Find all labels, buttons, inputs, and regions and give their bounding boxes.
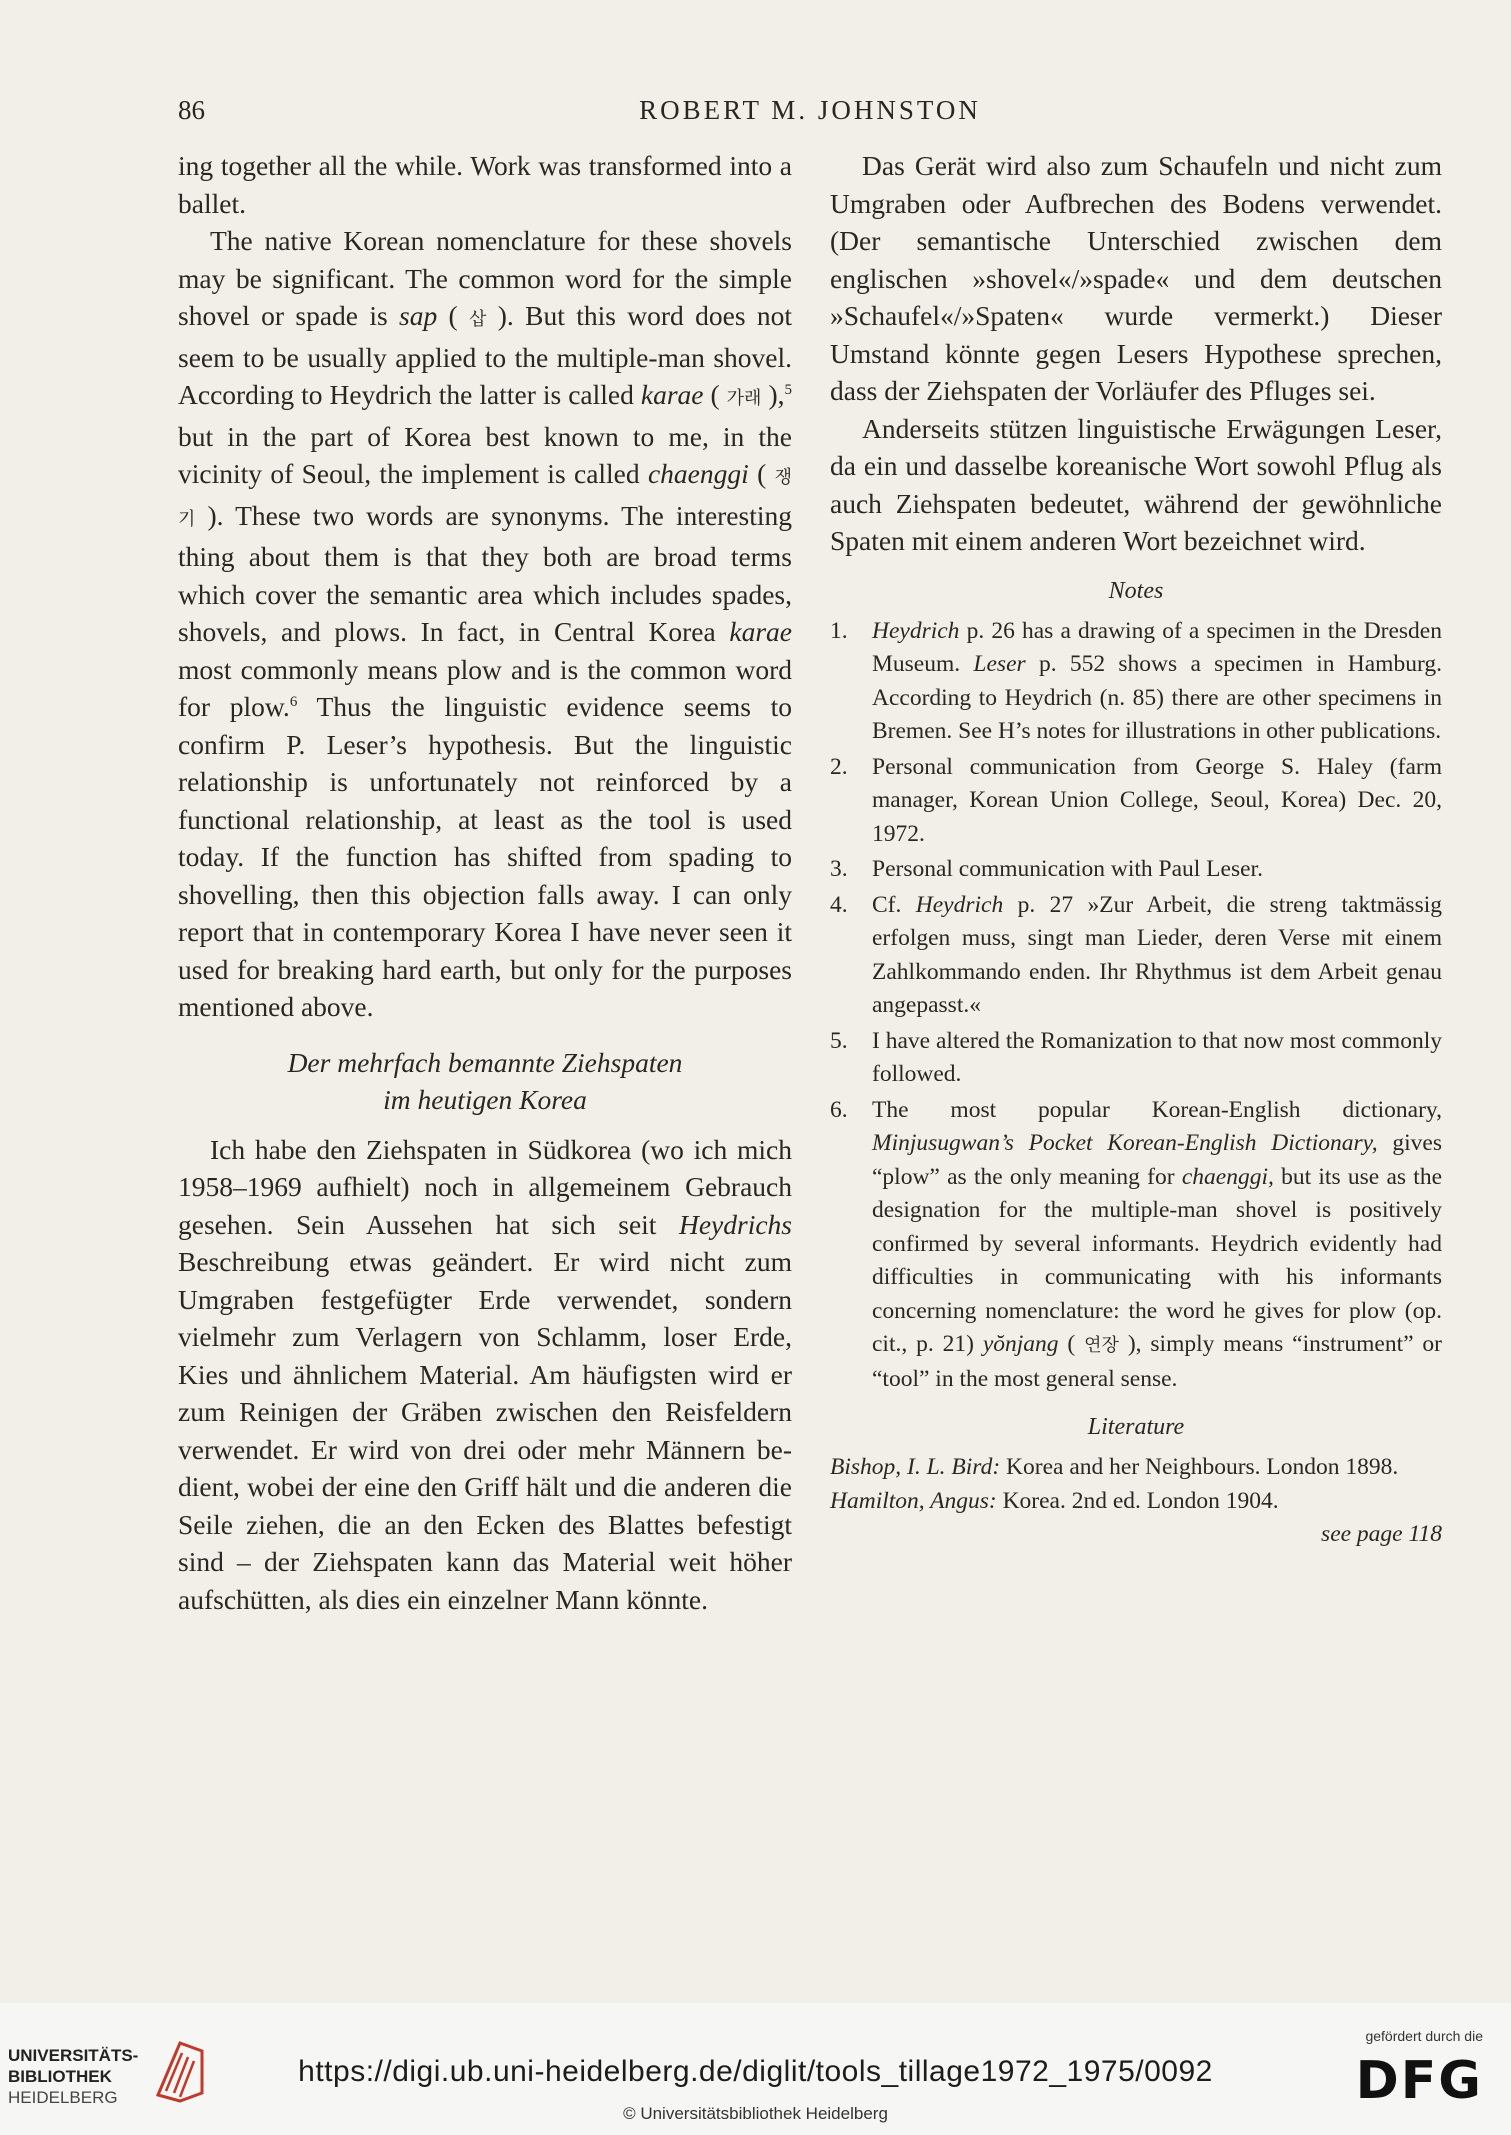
section-heading: Der mehrfach bemannte Ziehspaten im heutigen Korea [287, 1046, 683, 1115]
paragraph: Ich habe den Ziehspaten in Südkorea (wo ich mich 1958–1969 aufhielt) noch in allgemeinem Gebrauch gesehen. Sein Aussehen hat sich seit Heydrichs Beschreibung etwas geändert. Er wird nicht zum Umgraben festgefügter Erde verwendet, sondern vielmehr zum Verlagern von Schlamm, loser Erde, Kies und ähnlichem Material. Am häufigsten wird er zum Reinigen der Gräben zwischen den Reisfeldern verwendet. Er wird von drei oder mehr Männern bedient, wobei der eine den Griff hält und die anderen die Seile ziehen, die an den Ecken des Blattes befestigt sind – der Ziehspaten kann das Material weit höher aufschütten, als dies ein einzelner Mann könnte. [178, 1133, 792, 1615]
note-item: 2. Personal communication from George S. Haley (farm manager, Korean Union College, Seoul, Korea) Dec. 20, 1972. [830, 753, 1442, 847]
copyright: © Universitätsbibliothek Heidelberg [623, 2104, 888, 2123]
page-header [178, 95, 1442, 135]
notes-heading: Notes [1108, 577, 1164, 604]
note-item: 4. Cf. Heydrich p. 27 »Zur Arbeit, die streng taktmässig erfolgen muss, singt man Lieder, deren Verse mit einem Zahlkommando enden. Ihr Rhythmus ist dem Arbeit genau angepasst.« [830, 891, 1443, 1018]
note-item: 5. I have altered the Romanization to that now most commonly followed. [830, 1027, 1442, 1087]
note-item: 3. Personal communication with Paul Leser. [830, 856, 1263, 882]
right-column [830, 147, 1442, 1552]
note-item: 6. The most popular Korean-English dictionary, Minjusugwan’s Pocket Korean-English Dictionary, gives “plow” as the only meaning for chaenggi, but its use as the designation for the multiple-man shovel is positively confirmed by several informants. Heydrich evidently had difficulties in communicating with his informants concerning nomenclature: the word he gives for plow (op. cit., p. 21) yŏnjang ( 연장 ), simply means “instrument” or “tool” in the most general sense. [830, 1096, 1443, 1392]
footnote-ref: 5 [784, 382, 792, 398]
paragraph: The native Korean nomenclature for these shovels may be significant. The common word for the simple shovel or spade is sap ( 삽 ). But this word does not seem to be usually applied to the multiple-man shovel. According to Heydrich the latter is called karae ( 가래 ),$^5$ but in the part of Korea best known to me, in the vicinity of Seoul, the implement is called chaenggi ( 쟁기 ). These two words are synonyms. The interesting thing about them is that they both are broad terms which cover the semantic area which includes spades, shovels, and plows. In fact, in Central Korea karae most commonly means plow and is the common word for plow.$^6$ Thus the linguistic evidence seems to confirm P. Leser’s hypothesis. But the linguistic relationship is unfortunately not reinforced by a functional relationship, at least as the tool is used today. If the function has shifted from spading to shovelling, then this objection falls away. I can only report that in contemporary Korea I have never seen it used for breaking hard earth, but only for the purposes mentioned above. [178, 225, 792, 1022]
literature-entry: Hamilton, Angus: Korea. 2nd ed. London 1904. [830, 1487, 1279, 1514]
korean-word: 연장 [1084, 1335, 1119, 1356]
paragraph: ing together all the while. Work was transformed into a ballet. [178, 150, 792, 219]
funding-label: gefördert durch die [1365, 2028, 1483, 2044]
see-page-note: see page 118 [1321, 1521, 1442, 1547]
notes-list [830, 615, 1442, 1397]
paragraph: Anderseits stützen linguistische Erwägungen Leser, da ein und dasselbe koreanische Wort sowohl Pflug als auch Ziehspaten bedeutet, während der gewöhnliche Spaten mit einem anderen Wort bezeichnet wird. [830, 412, 1442, 556]
paragraph: Das Gerät wird also zum Schaufeln und nicht zum Umgraben oder Aufbrechen des Bodens verwendet. (Der semantische Unterschied zwischen dem englischen »shovel«/»spade« und dem deutschen »Schaufel«/»Spaten« wurde vermerkt.) Dieser Umstand könnte gegen Lesers Hypothese sprechen, dass der Ziehspaten der Vorläufer des Pfluges sei. [830, 150, 1442, 406]
literature-entry: Bishop, I. L. Bird: Korea and her Neighbours. London 1898. [830, 1454, 1399, 1480]
korean-word: 가래 [726, 388, 762, 409]
left-column [178, 147, 792, 1618]
page-number: 86 [178, 95, 205, 125]
footnote-ref: 6 [289, 694, 298, 710]
literature-heading: Literature [1087, 1414, 1185, 1440]
korean-word: 쟁기 [178, 467, 792, 530]
dfg-logo: DFG [1355, 2051, 1483, 2111]
note-item: 1. Heydrich p. 26 has a drawing of a specimen in the Dresden Museum. Leser p. 552 shows a specimen in Hamburg. According to Heydrich (n. 85) there are other specimens in Bremen. See H’s notes for illustrations in other publications. [830, 617, 1442, 744]
permalink[interactable]: https://digi.ub.uni-heidelberg.de/diglit/tools_tillage1972_1975/0092 [298, 2055, 1213, 2088]
korean-word: 삽 [469, 309, 487, 330]
footer-bar [0, 2003, 1511, 2135]
running-title: ROBERT M. JOHNSTON [639, 95, 981, 125]
ub-heidelberg-logo: UNIVERSITÄTS- BIBLIOTHEK HEIDELBERG [8, 2046, 139, 2107]
